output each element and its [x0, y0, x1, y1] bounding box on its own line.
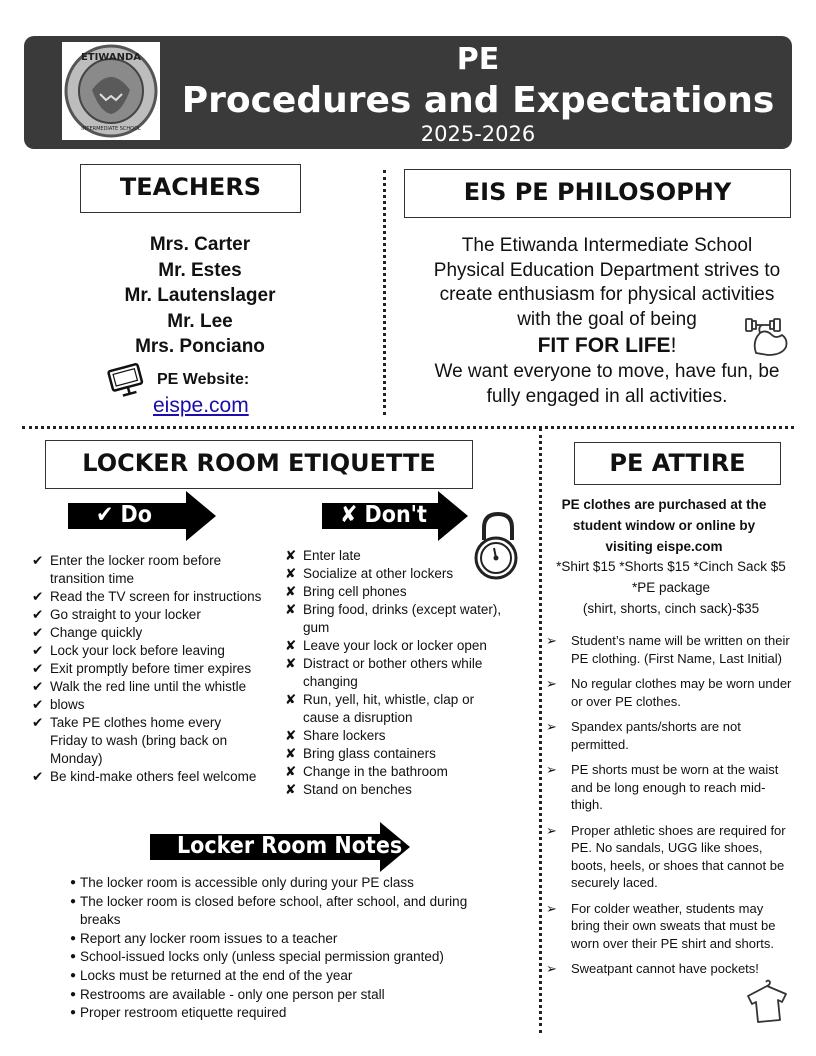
check-icon: ✔ — [32, 661, 44, 676]
arrow-bullet-icon: ➢ — [546, 633, 557, 648]
list-item: ✘ Bring glass containers — [285, 746, 436, 761]
arrow-bullet-icon: ➢ — [546, 900, 557, 916]
list-item: ➢ PE shorts must be worn at the waist and be long enough to reach mid-thigh. — [546, 762, 779, 812]
philosophy-line: Physical Education Department strives to — [433, 259, 781, 281]
vertical-divider-top — [383, 170, 386, 415]
list-item: ✘ Enter late — [285, 548, 361, 563]
dumbbell-icon — [742, 313, 790, 359]
philosophy-line: fully engaged in all activities. — [486, 385, 728, 407]
x-icon: ✘ — [285, 692, 297, 707]
list-item: ✘ Bring cell phones — [285, 584, 407, 599]
list-item: ✔ Lock your lock before leaving — [32, 643, 225, 658]
check-icon: ✔ — [32, 697, 44, 712]
philosophy-heading: EIS PE PHILOSOPHY — [404, 169, 791, 218]
arrow-bullet-icon: ➢ — [546, 762, 557, 777]
notes-list — [70, 874, 510, 1023]
tshirt-icon — [742, 978, 792, 1026]
list-item: ● Proper restroom etiquette required — [70, 1004, 510, 1023]
list-item: ✘ Share lockers — [285, 728, 386, 743]
check-icon: ✔ — [32, 553, 44, 568]
check-icon: ✔ — [32, 643, 44, 658]
teacher-name: Mrs. Carter — [149, 234, 251, 255]
teacher-name: Mr. Lautenslager — [124, 285, 276, 306]
list-item: ✘ Stand on benches — [285, 782, 412, 797]
bullet-icon: ● — [70, 877, 77, 888]
list-item: ✔ Exit promptly before timer expires — [32, 661, 252, 676]
teacher-name: Mr. Estes — [158, 259, 242, 281]
x-icon: ✘ — [285, 656, 297, 671]
list-item: ● Locks must be returned at the end of the year — [70, 967, 510, 986]
list-item: ➢ Student’s name will be written on their PE clothing. (First Name, Last Initial) — [546, 633, 790, 666]
arrow-bullet-icon: ➢ — [546, 822, 557, 838]
bullet-icon: ● — [70, 969, 77, 981]
arrow-bullet-icon: ➢ — [546, 719, 557, 734]
check-icon: ✔ — [32, 679, 44, 694]
website-link[interactable]: eispe.com — [153, 394, 249, 417]
list-item: ✔ Change quickly — [32, 625, 143, 640]
notes-label: Locker Room Notes — [177, 833, 403, 859]
list-item: ✔ blows — [32, 697, 85, 712]
x-icon: ✘ — [285, 764, 297, 779]
attire-rules — [546, 632, 794, 986]
list-item: ➢ Proper athletic shoes are required for PE. No sandals, UGG like shoes, boots, heels, or shoes that cannot be securely laced. — [546, 822, 786, 890]
philosophy-line: with the goal of being — [517, 308, 697, 330]
dont-label: ✘ Don't — [340, 502, 427, 528]
list-item: ➢ No regular clothes may be worn under or over PE clothes. — [546, 676, 792, 709]
philosophy-line: create enthusiasm for physical activities — [439, 284, 775, 305]
fit-for-life: FIT FOR LIFE — [537, 334, 671, 357]
logo-text-bottom: INTERMEDIATE SCHOOL — [81, 126, 141, 132]
x-icon: ✘ — [285, 548, 297, 563]
price-line: (shirt, shorts, cinch sack)-$35 — [582, 601, 760, 616]
list-item: ✘ Run, yell, hit, whistle, clap or cause a disruption — [285, 692, 475, 725]
price-line: *Shirt $15 *Shorts $15 *Cinch Sack $5 — [556, 559, 786, 574]
website-label: PE Website: — [157, 371, 250, 388]
philosophy-line: The Etiwanda Intermediate School — [461, 235, 753, 256]
dont-list — [285, 547, 510, 799]
monitor-icon — [106, 362, 148, 398]
vertical-divider-bottom — [539, 428, 542, 1033]
bullet-icon: ● — [70, 895, 77, 907]
attire-prices — [553, 556, 789, 619]
x-icon: ✘ — [285, 602, 297, 617]
list-item: ✘ Distract or bother others while changing — [285, 656, 483, 689]
list-item: ➢ Sweatpant cannot have pockets! — [546, 961, 759, 976]
teacher-list — [100, 232, 300, 360]
x-icon: ✘ — [285, 584, 297, 599]
check-icon: ✔ — [32, 607, 44, 622]
school-logo — [62, 42, 160, 140]
teachers-heading: TEACHERS — [80, 164, 301, 213]
do-list — [32, 552, 262, 786]
list-item: ✘ Socialize at other lockers — [285, 566, 454, 581]
bullet-icon: ● — [70, 988, 77, 1000]
x-icon: ✘ — [285, 782, 297, 797]
bullet-icon: ● — [70, 1007, 77, 1019]
list-item: ✔ Enter the locker room before transition time — [32, 553, 222, 586]
list-item: ● The locker room is closed before school, after school, and during breaks — [70, 893, 468, 928]
header-title-pe: PE — [456, 42, 500, 77]
list-item: ✔ Go straight to your locker — [32, 607, 201, 622]
list-item: ➢ For colder weather, students may bring their own sweats that must be worn over their PE shirt and shorts. — [546, 900, 776, 951]
header-year: 2025-2026 — [420, 122, 536, 146]
list-item: ● School-issued locks only (unless special permission granted) — [70, 948, 510, 967]
bullet-icon: ● — [70, 932, 77, 944]
arrow-bullet-icon: ➢ — [546, 676, 557, 691]
list-item: ✔ Walk the red line until the whistle — [32, 679, 247, 694]
check-icon: ✔ — [32, 715, 44, 730]
list-item: ● The locker room is accessible only during your PE class — [70, 874, 510, 893]
list-item: ✘ Bring food, drinks (except water), gum — [285, 602, 502, 635]
logo-text-top: ETIWANDA — [80, 52, 142, 63]
do-label: ✔ Do — [96, 502, 152, 528]
header-title-main: Procedures and Expectations — [181, 80, 775, 121]
horizontal-divider — [22, 426, 794, 429]
bullet-icon: ● — [70, 951, 77, 963]
list-item: ✘ Change in the bathroom — [285, 764, 448, 779]
arrow-bullet-icon: ➢ — [546, 961, 557, 976]
check-icon: ✔ — [32, 769, 44, 784]
x-icon: ✘ — [285, 728, 297, 743]
list-item: ✔ Read the TV screen for instructions — [32, 589, 262, 604]
teacher-name: Mr. Lee — [167, 310, 233, 332]
philosophy-line: We want everyone to move, have fun, be — [434, 361, 780, 382]
check-icon: ✔ — [32, 589, 44, 604]
x-icon: ✘ — [285, 566, 297, 581]
attire-heading: PE ATTIRE — [574, 442, 781, 485]
price-line: *PE package — [631, 580, 711, 595]
list-item: ✔ Take PE clothes home every Friday to wash (bring back on Monday) — [32, 715, 228, 766]
teacher-name: Mrs. Ponciano — [135, 336, 265, 357]
list-item: ● Restrooms are available - only one person per stall — [70, 986, 510, 1005]
header-banner — [24, 36, 792, 149]
x-icon: ✘ — [285, 638, 297, 653]
check-icon: ✔ — [32, 625, 44, 640]
attire-intro: PE clothes are purchased at the student window or online by visiting eispe.com — [561, 497, 767, 554]
locker-etiquette-heading: LOCKER ROOM ETIQUETTE — [45, 440, 473, 489]
x-icon: ✘ — [285, 746, 297, 761]
list-item: ✘ Leave your lock or locker open — [285, 638, 487, 653]
list-item: ● Report any locker room issues to a teacher — [70, 930, 510, 949]
emphasis-punct: ! — [670, 334, 677, 357]
list-item: ✔ Be kind-make others feel welcome — [32, 769, 257, 784]
list-item: ➢ Spandex pants/shorts are not permitted. — [546, 719, 741, 752]
